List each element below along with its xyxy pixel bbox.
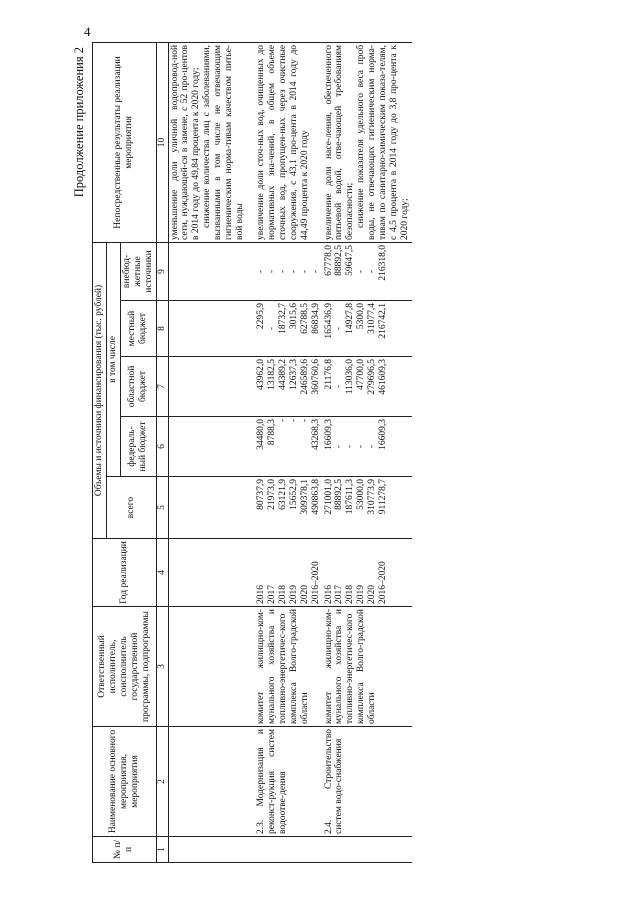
value: 911278,7 <box>378 479 389 515</box>
header-financing: Объемы и источники финансирования (тыс. рублей) <box>93 242 107 538</box>
results-cell <box>168 42 255 242</box>
value: 16609,3 <box>323 419 334 450</box>
header-executor: Ответственный исполнитель, соисполнитель государственной программы, подпрограммы <box>93 607 157 727</box>
rotated-table-sheet <box>70 43 630 863</box>
result-text: увеличение доли сточ-ных вод, очищенных до нормативных зна-чений, в общем объеме сточных вод, пропущен-ных через очистные сооружения, с 43,1 про-цента в 2014 году до 44,49 процента к 2020 году <box>255 44 310 240</box>
value: 59647,5 <box>345 244 356 276</box>
col-number: 10 <box>156 42 168 242</box>
year: 2020 <box>299 585 310 604</box>
value: 165436,9 <box>323 303 334 339</box>
value: - <box>288 269 299 274</box>
result-text: уменьшение доли уличной водопровод-ной сети, нуждающей-ся в замене, с 52 про-центов в 2014 году до 49,84 процента к 2020 году; <box>169 44 202 240</box>
value: - <box>356 444 367 449</box>
value: - <box>367 444 378 449</box>
years-cell <box>323 539 412 607</box>
value: 43268,3 <box>310 419 321 450</box>
value: 246589,6 <box>299 359 310 395</box>
value: - <box>266 326 277 331</box>
value: - <box>334 444 345 449</box>
results-cell <box>255 42 323 242</box>
year: 2019 <box>288 585 299 604</box>
year: 2016 <box>255 585 266 604</box>
event-name: 2.3. Модернизация и реконст-рукция систем водоотве-дения <box>255 727 323 837</box>
program-table <box>92 42 412 863</box>
results-cell <box>323 42 412 242</box>
value: 88892,5 <box>334 244 345 276</box>
header-event-name: Наименование основного мероприятия, мероприятия <box>93 727 157 837</box>
value: 21973,0 <box>266 479 277 510</box>
continuation-title: Продолжение приложения 2 <box>72 47 86 198</box>
value: 2295,9 <box>255 303 266 330</box>
year: 2016 <box>323 585 334 604</box>
years-cell <box>255 539 323 607</box>
header-total: всего <box>106 477 156 539</box>
value: 113036,0 <box>345 359 356 395</box>
value: - <box>299 269 310 274</box>
value: 44389,2 <box>277 359 288 390</box>
col-number: 6 <box>156 417 168 477</box>
extrabudget-cell <box>323 242 412 300</box>
header-federal: федераль-ный бюджет <box>120 417 156 477</box>
year: 2020 <box>367 585 378 604</box>
value: 12637,3 <box>288 359 299 390</box>
value: 490863,8 <box>310 479 321 515</box>
value: 187611,3 <box>345 479 356 515</box>
extrabudget-cell <box>255 242 323 300</box>
total-cell <box>255 477 323 539</box>
federal-cell <box>323 417 412 477</box>
table-row <box>255 42 323 862</box>
value: - <box>277 419 288 423</box>
value: 461609,3 <box>378 359 389 395</box>
regional-cell <box>255 357 323 417</box>
header-number: № п/п <box>93 837 157 863</box>
value: 63121,9 <box>277 479 288 510</box>
year: 2018 <box>345 585 356 604</box>
value: 8788,3 <box>266 419 277 446</box>
header-regional: областной бюджет <box>120 357 156 417</box>
value: - <box>356 269 367 274</box>
year: 2018 <box>277 585 288 604</box>
value: - <box>345 444 356 449</box>
result-text: снижение количества лиц с заболеваниями, вызванными в том числе не отвечающим гигиеническим норма-тивам качеством питье-вой воды <box>202 44 246 240</box>
value: 18732,7 <box>277 303 288 334</box>
column-numbers-row <box>156 42 168 862</box>
year: 2017 <box>334 585 345 604</box>
page-number: 4 <box>84 24 91 39</box>
result-text: снижение показателя удельного веса проб воды, не отвечающих гигиеническим норма-тивам по санитарно-химическим показа-телям, с 4,5 процента в 2014 году до 3,8 про-цента к 2020 году; <box>356 44 410 240</box>
value: 309378,1 <box>299 479 310 515</box>
value: - <box>277 269 288 274</box>
value: 216742,1 <box>378 303 389 339</box>
col-number: 9 <box>156 242 168 300</box>
value: - <box>310 269 321 274</box>
year: 2019 <box>356 585 367 604</box>
total-cell <box>323 477 412 539</box>
local-cell <box>323 301 412 357</box>
header-extrabudget: внебюд-жетные источники <box>120 242 156 300</box>
value: - <box>299 419 310 423</box>
value: 279696,5 <box>367 359 378 395</box>
value: 80737,9 <box>255 479 266 510</box>
value: 88892,5 <box>334 479 345 510</box>
header-results: Непосредственные результаты реализации мероприятия <box>93 42 157 242</box>
value: 216318,0 <box>378 244 389 281</box>
col-number: 8 <box>156 301 168 357</box>
executor: комитет жилищно-ком-мунального хозяйства и топливно-энергетичес-кого комплекса Волго-градской области <box>323 607 412 727</box>
executor: комитет жилищно-ком-мунального хозяйства и топливно-энергетичес-кого комплекса Волго-градской области <box>255 607 323 727</box>
header-year: Год реализации <box>93 539 157 607</box>
value: - <box>367 269 378 274</box>
table-row <box>168 42 255 862</box>
col-number: 1 <box>156 837 168 863</box>
col-number: 3 <box>156 607 168 727</box>
value: 34480,0 <box>255 419 266 450</box>
header-local: местный бюджет <box>120 301 156 357</box>
col-number: 5 <box>156 477 168 539</box>
value: 62788,5 <box>299 303 310 334</box>
year: 2017 <box>266 585 277 604</box>
year: 2016–2020 <box>310 561 321 604</box>
value: - <box>334 384 345 389</box>
value: 31077,4 <box>367 303 378 334</box>
value: 5300,0 <box>356 303 367 330</box>
col-number: 4 <box>156 539 168 607</box>
value: 53000,0 <box>356 479 367 510</box>
year: 2016–2020 <box>378 561 389 604</box>
value: 271001,0 <box>323 479 334 515</box>
event-name: 2.4. Строительство систем водо-снабжения <box>323 727 412 837</box>
value: 310773,9 <box>367 479 378 515</box>
value: 16609,3 <box>378 419 389 450</box>
col-number: 7 <box>156 357 168 417</box>
value: 15652,9 <box>288 479 299 510</box>
table-row <box>323 42 412 862</box>
value: 43962,0 <box>255 359 266 390</box>
col-number: 2 <box>156 727 168 837</box>
value: - <box>266 269 277 274</box>
value: 14927,8 <box>345 303 356 334</box>
value: 67778,0 <box>323 244 334 276</box>
header-including: в том числе <box>106 242 120 476</box>
value: - <box>255 269 266 274</box>
federal-cell <box>255 417 323 477</box>
value: 47700,0 <box>356 359 367 390</box>
local-cell <box>255 301 323 357</box>
value: 86834,9 <box>310 303 321 334</box>
value: 21176,8 <box>323 359 334 390</box>
value: 13182,5 <box>266 359 277 390</box>
value: 3015,6 <box>288 303 299 330</box>
value: - <box>288 419 299 423</box>
regional-cell <box>323 357 412 417</box>
result-text: увеличение доли насе-ления, обеспеченного питьевой водой, отве-чающей требованиям безопасности; <box>323 44 356 240</box>
value: 360760,6 <box>310 359 321 395</box>
value: - <box>334 326 345 331</box>
